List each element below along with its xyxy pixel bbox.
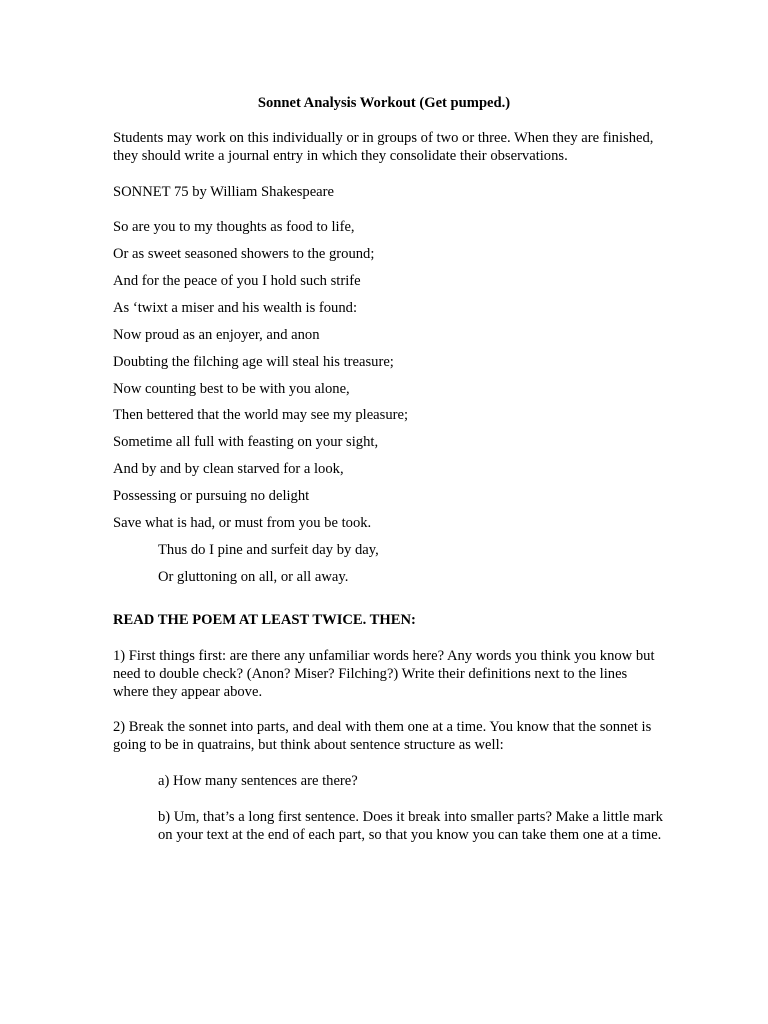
poem-line: Now counting best to be with you alone, (113, 381, 350, 397)
poem-line: Doubting the filching age will steal his treasure; (113, 354, 394, 370)
poem-couplet-line: Thus do I pine and surfeit day by day, (158, 542, 379, 558)
poem-line: So are you to my thoughts as food to life, (113, 219, 355, 235)
step-2a-paragraph: a) How many sentences are there? (158, 773, 358, 789)
poem-line: And for the peace of you I hold such strife (113, 273, 361, 289)
instructions-heading: READ THE POEM AT LEAST TWICE. THEN: (113, 612, 416, 628)
poem-line: Or as sweet seasoned showers to the ground; (113, 246, 375, 262)
step-2b-paragraph: b) Um, that’s a long first sentence. Does it break into smaller parts? Make a little mark on your text at the end of each part, so that you know you can take them one at a time. (158, 809, 663, 843)
poem-line: Save what is had, or must from you be took. (113, 515, 372, 531)
poem-line: As ‘twixt a miser and his wealth is found: (113, 300, 358, 316)
poem-line: Then bettered that the world may see my pleasure; (113, 407, 409, 423)
intro-paragraph: Students may work on this individually or in groups of two or three. When they are finished, they should write a journal entry in which they consolidate their observations. (113, 130, 654, 164)
step-2-paragraph: 2) Break the sonnet into parts, and deal with them one at a time. You know that the sonnet is going to be in quatrains, but think about sentence structure as well: (113, 719, 652, 753)
poem-heading: SONNET 75 by William Shakespeare (113, 184, 334, 200)
step-1-paragraph: 1) First things first: are there any unfamiliar words here? Any words you think you know but need to double check? (Anon? Miser? Filching?) Write their definitions next to the lines where they appear above. (113, 648, 655, 700)
poem-line: Possessing or pursuing no delight (113, 488, 310, 504)
poem-line: Sometime all full with feasting on your sight, (113, 434, 379, 450)
poem-couplet-line: Or gluttoning on all, or all away. (158, 569, 349, 585)
poem-line: And by and by clean starved for a look, (113, 461, 344, 477)
document-title: Sonnet Analysis Workout (Get pumped.) (257, 95, 511, 111)
poem-line: Now proud as an enjoyer, and anon (113, 327, 320, 343)
